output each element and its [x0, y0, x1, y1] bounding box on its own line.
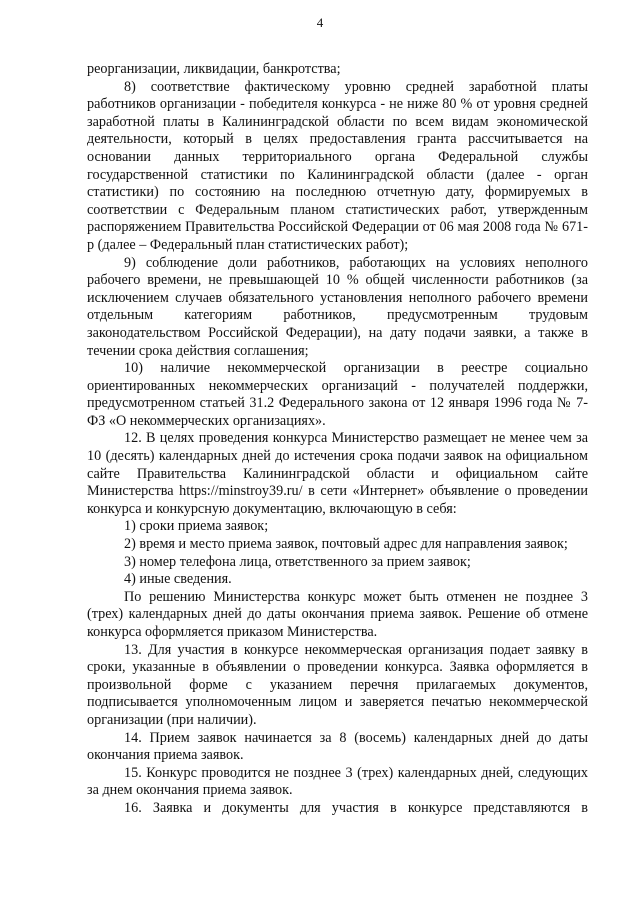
- paragraph: 1) сроки приема заявок;: [124, 518, 269, 535]
- page-number: 4: [316, 15, 324, 30]
- paragraph: 4) иные сведения.: [124, 571, 232, 588]
- paragraph: 10) наличие некоммерческой организации в реестре социально ориентированных некоммерческих организаций - получателей поддержки, предусмотренном статьей 31.2 Федерального закона от 12 января 1996 года № 7-ФЗ «О некоммерческих организациях».: [87, 360, 588, 429]
- paragraph: 15. Конкурс проводится не позднее 3 (трех) календарных дней, следующих за днем окончания приема заявок.: [87, 764, 588, 799]
- paragraph: 9) соблюдение доли работников, работающих на условиях неполного рабочего времени, не превышающей 10 % общей численности работников (за исключением случаев обязательного установления неполного рабочего времени отдельным категориям работников, предусмотренным трудовым законодательством Российской Федерации), на дату подачи заявки, а также в течении срока действия соглашения;: [87, 254, 588, 359]
- paragraph: 8) соответствие фактическому уровню средней заработной платы работников организации - победителя конкурса - не ниже 80 % от уровня средней заработной платы в Калининградской области по всем видам экономической деятельности, который в целях предоставления гранта рассчитывается на основании данных территориального органа Федеральной службы государственной статистики по Калининградской области (далее - орган статистики) по состоянию на последнюю отчетную дату, формируемых в соответствии с Федеральным планом статистических работ, утвержденным распоряжением Правительства Российской Федерации от 06 мая 2008 года № 671-р (далее – Федеральный план статистических работ);: [87, 78, 588, 253]
- paragraph: 14. Прием заявок начинается за 8 (восемь) календарных дней до даты окончания приема заявок.: [87, 729, 588, 764]
- paragraph: реорганизации, ликвидации, банкротства;: [87, 61, 341, 77]
- paragraph: 13. Для участия в конкурсе некоммерческая организация подает заявку в сроки, указанные в объявлении о проведении конкурса. Заявка оформляется в произвольной форме с указанием перечня прилагаемых документов, подписывается уполномоченным лицом и заверяется печатью некоммерческой организации (при наличии).: [87, 641, 588, 728]
- paragraph: 16. Заявка и документы для участия в конкурсе представляются в: [124, 799, 588, 816]
- paragraph: По решению Министерства конкурс может быть отменен не позднее 3 (трех) календарных дней до даты окончания приема заявок. Решение об отмене конкурса оформляется приказом Министерства.: [87, 588, 588, 640]
- paragraph: 3) номер телефона лица, ответственного за прием заявок;: [124, 553, 471, 570]
- paragraph: 2) время и место приема заявок, почтовый адрес для направления заявок;: [124, 536, 568, 553]
- paragraph: 12. В целях проведения конкурса Министерство размещает не менее чем за 10 (десять) календарных дней до истечения срока подачи заявок на официальном сайте Правительства Калининградской области и официальном сайте Министерства https://minstroy39.ru/ в сети «Интернет» объявление о проведении конкурса и конкурсную документацию, включающую в себя:: [87, 430, 588, 517]
- document-body: [87, 61, 588, 818]
